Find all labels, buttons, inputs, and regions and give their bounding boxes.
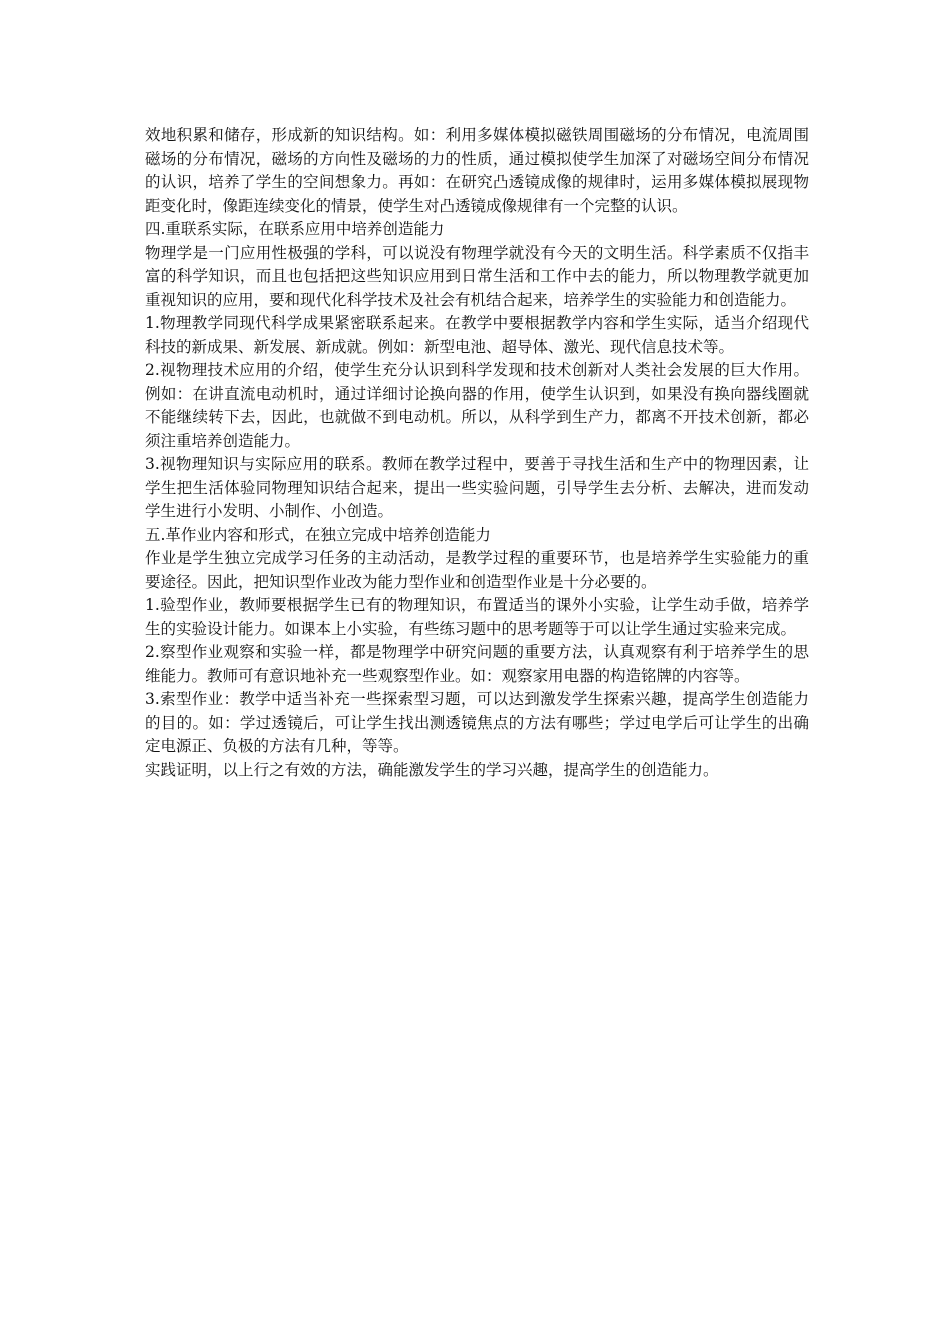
list-item-5-2: 2.察型作业观察和实验一样，都是物理学中研究问题的重要方法，认真观察有利于培养学生的思维能力。教师可有意识地补充一些观察型作业。如：观察家用电器的构造铭牌的内容等。 (145, 643, 809, 685)
section-heading-4: 四.重联系实际，在联系应用中培养创造能力 (145, 220, 445, 238)
list-item-4-2: 2.视物理技术应用的介绍，使学生充分认识到科学发现和技术创新对人类社会发展的巨大作用。例如：在讲直流电动机时，通过详细讨论换向器的作用，使学生认识到，如果没有换向器线圈就不能继续转下去，因此，也就做不到电动机。所以，从科学到生产力，都离不开技术创新，都必须注重培养创造能力。 (145, 361, 809, 450)
list-item-4-3: 3.视物理知识与实际应用的联系。教师在教学过程中，要善于寻找生活和生产中的物理因素，让学生把生活体验同物理知识结合起来，提出一些实验问题，引导学生去分析、去解决，进而发动学生进行小发明、小制作、小创造。 (145, 455, 809, 520)
list-item-5-1: 1.验型作业，教师要根据学生已有的物理知识，布置适当的课外小实验，让学生动手做，培养学生的实验设计能力。如课本上小实验，有些练习题中的思考题等于可以让学生通过实验来完成。 (145, 596, 809, 638)
section-heading-5: 五.革作业内容和形式，在独立完成中培养创造能力 (145, 525, 491, 544)
paragraph-physics-application: 物理学是一门应用性极强的学科，可以说没有物理学就没有今天的文明生活。科学素质不仅指丰富的科学知识，而且也包括把这些知识应用到日常生活和工作中去的能力，所以物理教学就更加重视知识的应用，要和现代化科学技术及社会有机结合起来，培养学生的实验能力和创造能力。 (145, 243, 809, 309)
paragraph-continuation: 效地积累和储存，形成新的知识结构。如：利用多媒体模拟磁铁周围磁场的分布情况，电流周围磁场的分布情况，磁场的方向性及磁场的力的性质，通过模拟使学生加深了对磁场空间分布情况的认识，培养了学生的空间想象力。再如：在研究凸透镜成像的规律时，运用多媒体模拟展现物距变化时，像距连续变化的情景，使学生对凸透镜成像规律有一个完整的认识。 (145, 126, 809, 215)
list-item-4-1: 1.物理教学同现代科学成果紧密联系起来。在教学中要根据教学内容和学生实际，适当介绍现代科技的新成果、新发展、新成就。例如：新型电池、超导体、激光、现代信息技术等。 (145, 314, 809, 356)
paragraph-homework: 作业是学生独立完成学习任务的主动活动，是教学过程的重要环节，也是培养学生实验能力的重要途径。因此，把知识型作业改为能力型作业和创造型作业是十分必要的。 (145, 549, 809, 591)
list-item-5-3: 3.索型作业：教学中适当补充一些探索型习题，可以达到激发学生探索兴趣，提高学生创造能力的目的。如：学过透镜后，可让学生找出测透镜焦点的方法有哪些；学过电学后可让学生的出确定电源正、负极的方法有几种，等等。 (145, 690, 809, 755)
document-body (145, 124, 809, 782)
paragraph-conclusion: 实践证明，以上行之有效的方法，确能激发学生的学习兴趣，提高学生的创造能力。 (145, 760, 719, 779)
